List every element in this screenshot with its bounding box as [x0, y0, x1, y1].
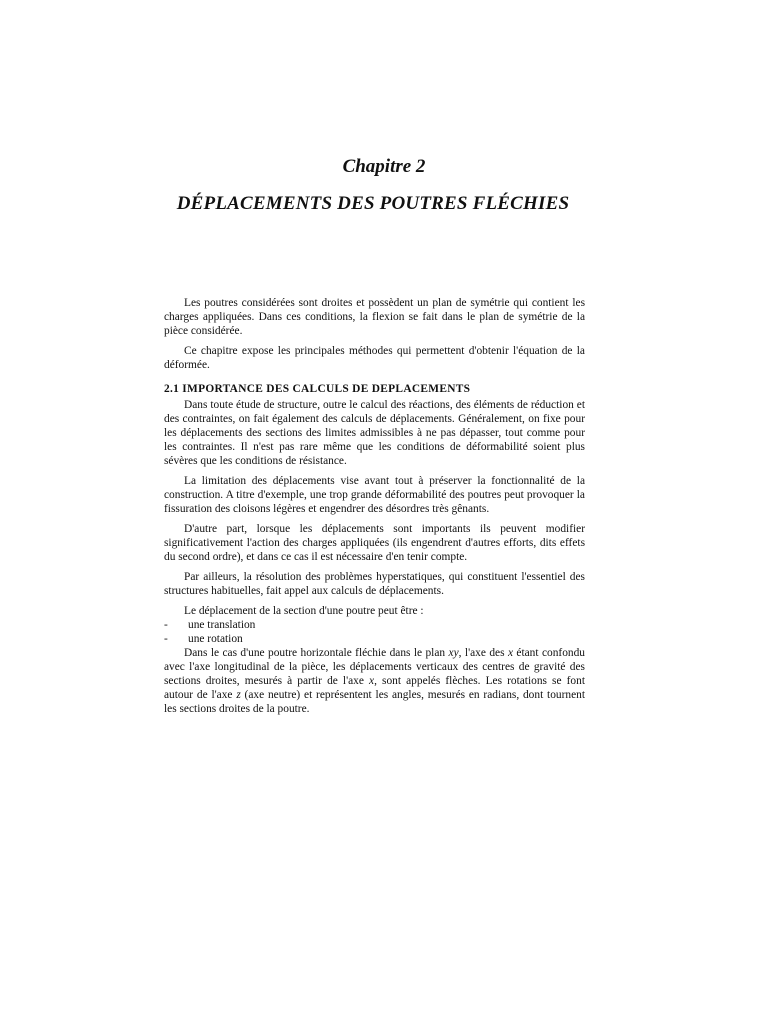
displacement-list — [164, 618, 585, 646]
section-paragraph-3: D'autre part, lorsque les déplacements sont importants ils peuvent modifier significativement l'action des charges appliquées (ils engendrent d'autres efforts, dits effets du second ordre), et dans ce cas il est nécessaire d'en tenir compte. — [164, 523, 585, 563]
variable: xy — [448, 647, 459, 659]
text-run: , l'axe des — [458, 647, 508, 659]
text-run: étant confondu avec l'axe longitudinal de la pièce, les déplacements verticaux des centres de gravité des sections droites, mesurés à partir de l'axe — [164, 647, 585, 687]
chapter-label: Chapitre 2 — [342, 156, 426, 177]
list-item — [164, 632, 585, 646]
document-body — [164, 296, 585, 716]
intro-paragraph-2: Ce chapitre expose les principales méthodes qui permettent d'obtenir l'équation de la déformée. — [164, 345, 585, 371]
list-item-text: une rotation — [188, 633, 243, 645]
list-item — [164, 618, 585, 632]
list-marker: - — [164, 619, 168, 631]
text-run: Dans le cas d'une poutre horizontale fléchie dans le plan — [184, 647, 449, 659]
list-marker: - — [164, 633, 168, 645]
section-paragraph-5: Le déplacement de la section d'une poutre peut être : — [184, 605, 424, 617]
text-run: (axe neutre) et représentent les angles, mesurés en radians, dont tournent les sections droites de la poutre. — [164, 689, 586, 715]
chapter-title: DÉPLACEMENTS DES POUTRES FLÉCHIES — [176, 193, 570, 214]
intro-paragraph-1: Les poutres considérées sont droites et possèdent un plan de symétrie qui contient les charges appliquées. Dans ces conditions, la flexion se fait dans le plan de symétrie de la pièce considérée. — [164, 297, 585, 337]
variable: z — [236, 689, 241, 701]
section-paragraph-1: Dans toute étude de structure, outre le calcul des réactions, des éléments de réduction et des contraintes, on fait également des calculs de déplacements. Généralement, on fixe pour les déplacements des sections des limites admissibles à ne pas dépasser, tout comme pour les contraintes. Il n'est pas rare même que les conditions de déformabilité soient plus sévères que les conditions de résistance. — [164, 399, 585, 467]
section-heading: 2.1 IMPORTANCE DES CALCULS DE DEPLACEMENTS — [164, 383, 471, 395]
section-paragraph-2: La limitation des déplacements vise avant tout à préserver la fonctionnalité de la construction. A titre d'exemple, une trop grande déformabilité des poutres peut provoquer la fissuration des cloisons légères et engendrer des désordres très gênants. — [164, 475, 585, 515]
text-run: , sont appelés flèches. Les rotations se font autour de l'axe — [164, 675, 585, 701]
section-paragraph-4: Par ailleurs, la résolution des problèmes hyperstatiques, qui constituent l'essentiel des structures habituelles, fait appel aux calculs de déplacements. — [164, 571, 585, 597]
section-paragraph-6 — [164, 646, 585, 716]
variable: x — [369, 675, 375, 687]
variable: x — [507, 647, 513, 659]
list-item-text: une translation — [188, 619, 256, 631]
